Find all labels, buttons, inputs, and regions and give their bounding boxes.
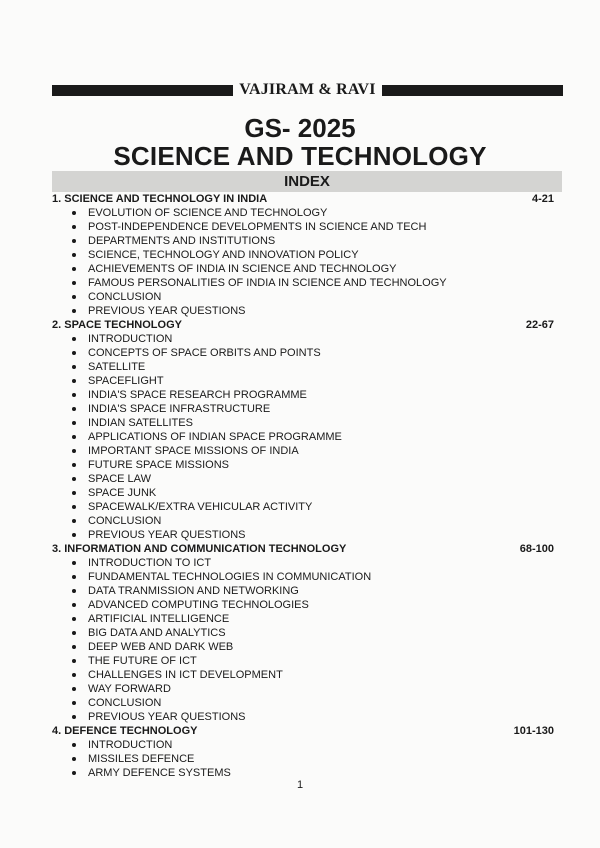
toc-item xyxy=(52,612,562,626)
bullet-icon xyxy=(72,505,76,509)
toc-item-label: ADVANCED COMPUTING TECHNOLOGIES xyxy=(88,599,309,611)
bullet-icon xyxy=(72,631,76,635)
bullet-icon xyxy=(72,337,76,341)
toc-item xyxy=(52,710,562,724)
section-heading xyxy=(52,542,562,556)
toc-item-label: SCIENCE, TECHNOLOGY AND INNOVATION POLICY xyxy=(88,249,359,261)
toc-item-label: INTRODUCTION TO ICT xyxy=(88,557,212,569)
section-title: 2. SPACE TECHNOLOGY xyxy=(52,319,182,331)
toc-item-label: CONCLUSION xyxy=(88,515,162,527)
bullet-icon xyxy=(72,407,76,411)
bullet-icon xyxy=(72,281,76,285)
toc-item xyxy=(52,332,562,346)
page-number: 1 xyxy=(296,779,304,791)
toc-item xyxy=(52,304,562,318)
section-heading xyxy=(52,192,562,206)
toc-item xyxy=(52,486,562,500)
toc-item-label: DEPARTMENTS AND INSTITUTIONS xyxy=(88,235,276,247)
toc-item xyxy=(52,388,562,402)
toc-item-label: PREVIOUS YEAR QUESTIONS xyxy=(88,711,246,723)
bullet-icon xyxy=(72,701,76,705)
toc-item-label: BIG DATA AND ANALYTICS xyxy=(88,627,226,639)
section-title: 3. INFORMATION AND COMMUNICATION TECHNOLOGY xyxy=(52,543,347,555)
section-heading xyxy=(52,318,562,332)
bullet-icon xyxy=(72,309,76,313)
toc-item-label: FUNDAMENTAL TECHNOLOGIES IN COMMUNICATION xyxy=(88,571,372,583)
toc-section xyxy=(52,318,562,542)
toc-item xyxy=(52,430,562,444)
bullet-icon xyxy=(72,603,76,607)
toc-item-label: APPLICATIONS OF INDIAN SPACE PROGRAMME xyxy=(88,431,342,443)
toc-item-label: FAMOUS PERSONALITIES OF INDIA IN SCIENCE AND TECHNOLOGY xyxy=(88,277,447,289)
bullet-icon xyxy=(72,421,76,425)
section-title: 1. SCIENCE AND TECHNOLOGY IN INDIA xyxy=(52,193,268,205)
index-heading: INDEX xyxy=(52,171,562,192)
toc-item xyxy=(52,444,562,458)
toc-item-label: THE FUTURE OF ICT xyxy=(88,655,197,667)
brand-rule-right xyxy=(382,85,563,96)
toc-item xyxy=(52,682,562,696)
bullet-icon xyxy=(72,771,76,775)
bullet-icon xyxy=(72,477,76,481)
toc-item-label: INDIA'S SPACE RESEARCH PROGRAMME xyxy=(88,389,307,401)
toc-item-label: CHALLENGES IN ICT DEVELOPMENT xyxy=(88,669,283,681)
toc-item xyxy=(52,416,562,430)
bullet-icon xyxy=(72,211,76,215)
toc-item xyxy=(52,248,562,262)
toc-item xyxy=(52,626,562,640)
toc-item-label: MISSILES DEFENCE xyxy=(88,753,195,765)
toc-item xyxy=(52,500,562,514)
bullet-icon xyxy=(72,449,76,453)
toc-section xyxy=(52,724,562,780)
bullet-icon xyxy=(72,295,76,299)
toc-item-label: SPACEWALK/EXTRA VEHICULAR ACTIVITY xyxy=(88,501,313,513)
bullet-icon xyxy=(72,393,76,397)
toc-item-label: ARTIFICIAL INTELLIGENCE xyxy=(88,613,230,625)
toc-item-label: WAY FORWARD xyxy=(88,683,171,695)
bullet-icon xyxy=(72,533,76,537)
toc-item-label: CONCLUSION xyxy=(88,697,162,709)
bullet-icon xyxy=(72,743,76,747)
toc-item-label: CONCLUSION xyxy=(88,291,162,303)
bullet-icon xyxy=(72,225,76,229)
toc-item-label: SATELLITE xyxy=(88,361,146,373)
bullet-icon xyxy=(72,379,76,383)
toc-item xyxy=(52,514,562,528)
toc-item-label: PREVIOUS YEAR QUESTIONS xyxy=(88,305,246,317)
section-page-range: 22-67 xyxy=(525,319,554,331)
brand-header xyxy=(52,82,563,98)
toc-item-label: ARMY DEFENCE SYSTEMS xyxy=(88,767,231,779)
toc-item xyxy=(52,556,562,570)
toc-item xyxy=(52,640,562,654)
toc-item xyxy=(52,290,562,304)
section-page-range: 101-130 xyxy=(513,725,554,737)
toc-item xyxy=(52,696,562,710)
toc-item-label: SPACE LAW xyxy=(88,473,151,485)
toc-section xyxy=(52,192,562,318)
toc-item xyxy=(52,668,562,682)
toc-item xyxy=(52,752,562,766)
section-page-range: 68-100 xyxy=(519,543,554,555)
toc-item xyxy=(52,374,562,388)
toc-item-label: CONCEPTS OF SPACE ORBITS AND POINTS xyxy=(88,347,321,359)
toc-section xyxy=(52,542,562,724)
toc-item-label: POST-INDEPENDENCE DEVELOPMENTS IN SCIENCE AND TECH xyxy=(88,221,427,233)
bullet-icon xyxy=(72,659,76,663)
bullet-icon xyxy=(72,715,76,719)
toc-item-label: DATA TRANMISSION AND NETWORKING xyxy=(88,585,299,597)
toc-item xyxy=(52,654,562,668)
toc-item xyxy=(52,262,562,276)
bullet-icon xyxy=(72,519,76,523)
toc-item xyxy=(52,220,562,234)
toc-item-label: INTRODUCTION xyxy=(88,333,173,345)
bullet-icon xyxy=(72,491,76,495)
toc-item xyxy=(52,206,562,220)
brand-name: VAJIRAM & RAVI xyxy=(239,81,376,98)
brand-rule-left xyxy=(52,85,233,96)
toc-item xyxy=(52,598,562,612)
bullet-icon xyxy=(72,463,76,467)
toc-item-label: INTRODUCTION xyxy=(88,739,173,751)
toc-item xyxy=(52,234,562,248)
toc-item xyxy=(52,738,562,752)
bullet-icon xyxy=(72,561,76,565)
section-page-range: 4-21 xyxy=(531,193,554,205)
toc-item-label: SPACEFLIGHT xyxy=(88,375,164,387)
toc-item-label: PREVIOUS YEAR QUESTIONS xyxy=(88,529,246,541)
toc-item xyxy=(52,276,562,290)
toc-item-label: FUTURE SPACE MISSIONS xyxy=(88,459,229,471)
bullet-icon xyxy=(72,365,76,369)
bullet-icon xyxy=(72,673,76,677)
toc-item xyxy=(52,346,562,360)
toc-item xyxy=(52,570,562,584)
table-of-contents xyxy=(52,192,562,780)
toc-item xyxy=(52,402,562,416)
toc-item-label: EVOLUTION OF SCIENCE AND TECHNOLOGY xyxy=(88,207,328,219)
bullet-icon xyxy=(72,575,76,579)
page-title-year: GS- 2025 xyxy=(244,113,356,143)
toc-item-label: SPACE JUNK xyxy=(88,487,157,499)
page-title-subject: SCIENCE AND TECHNOLOGY xyxy=(113,141,487,171)
bullet-icon xyxy=(72,589,76,593)
toc-item-label: INDIAN SATELLITES xyxy=(88,417,193,429)
bullet-icon xyxy=(72,267,76,271)
bullet-icon xyxy=(72,351,76,355)
toc-item xyxy=(52,360,562,374)
toc-item-label: ACHIEVEMENTS OF INDIA IN SCIENCE AND TECHNOLOGY xyxy=(88,263,397,275)
toc-item-label: DEEP WEB AND DARK WEB xyxy=(88,641,234,653)
section-title: 4. DEFENCE TECHNOLOGY xyxy=(52,725,198,737)
bullet-icon xyxy=(72,617,76,621)
toc-item xyxy=(52,472,562,486)
toc-item-label: IMPORTANT SPACE MISSIONS OF INDIA xyxy=(88,445,299,457)
section-heading xyxy=(52,724,562,738)
bullet-icon xyxy=(72,253,76,257)
toc-item xyxy=(52,528,562,542)
bullet-icon xyxy=(72,757,76,761)
toc-item-label: INDIA'S SPACE INFRASTRUCTURE xyxy=(88,403,271,415)
toc-item xyxy=(52,766,562,780)
bullet-icon xyxy=(72,687,76,691)
bullet-icon xyxy=(72,435,76,439)
bullet-icon xyxy=(72,645,76,649)
toc-item xyxy=(52,458,562,472)
bullet-icon xyxy=(72,239,76,243)
toc-item xyxy=(52,584,562,598)
